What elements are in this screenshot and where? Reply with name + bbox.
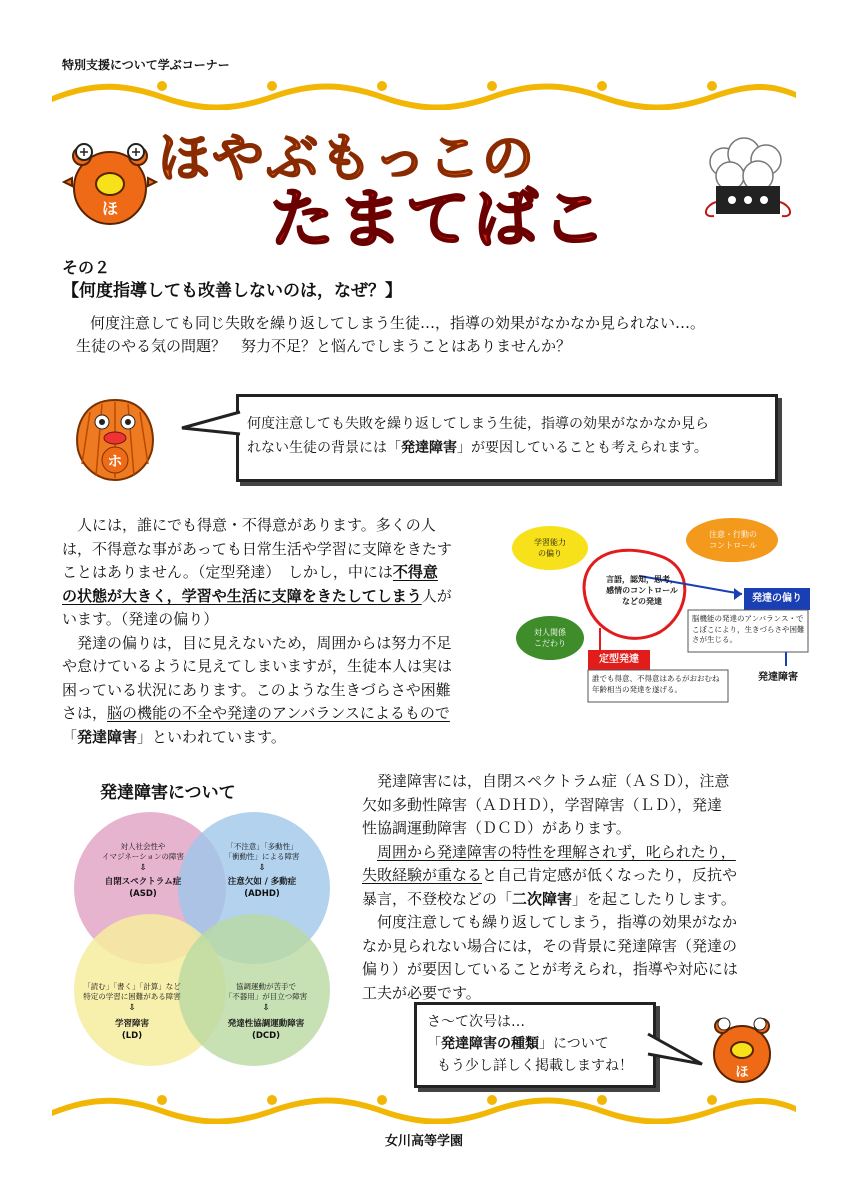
corner-label: 特別支援について学ぶコーナー (62, 58, 230, 72)
title-line-2: たまてばこ (270, 183, 610, 257)
top-ornament-border (52, 76, 796, 110)
hoya-mascot-illustration (62, 134, 158, 234)
venn-title: 発達障害について (100, 783, 236, 803)
body-1-line-7: や怠けているように見えてしまいますが，生徒本人は実は (62, 657, 453, 675)
body-1-line-3a: ことはありません。（定型発達） しかし，中には (62, 563, 393, 581)
bubble-2-line-1: さ～て次号は… (427, 1014, 525, 1030)
speech-bubble-1-tail (180, 408, 242, 438)
body-1-line-10 (62, 726, 502, 750)
intro-line-2: 生徒のやる気の問題？ 努力不足？と悩んでしまうことはありませんか？ (76, 337, 572, 355)
venn-adhd-name: 注意欠如 / 多動症 (ADHD) (227, 877, 297, 899)
venn-ld-name: 学習障害 (LD) (114, 1019, 149, 1041)
body-2-line-2: 欠如多動性障害（ＡＤＨＤ），学習障害（ＬＤ），発達 (362, 795, 723, 814)
body-1-line-1: 人には，誰にでも得意・不得意があります。多くの人 (77, 516, 436, 534)
diagram-learning-label: 学習能力 の偏り (534, 538, 566, 558)
diagram-bias-title: 発達の偏り (752, 593, 802, 604)
body-1-line-4a: の状態が大きく，学習や生活に支障をきたしてしまう (62, 586, 422, 605)
body-2-line-6c: 」を起こしたりします。 (572, 889, 736, 908)
speech-bubble-1 (236, 394, 778, 482)
body-2-line-3: 性協調運動障害（ＤＣＤ）があります。 (362, 819, 631, 837)
diagram-center-label: 言語，認知，思考， 感情のコントロール などの発達 (606, 575, 678, 606)
body-2-line-7: 何度注意しても繰り返してしまう，指導の効果がなか (377, 913, 738, 931)
body-1-line-10c: 」といわれています。 (137, 727, 286, 746)
venn-dcd-arrow: ⇩ (262, 1003, 270, 1013)
venn-asd-arrow: ⇩ (139, 863, 147, 873)
hotate-mascot-illustration (72, 394, 158, 486)
body-2-line-5b: と自己肯定感が低くなったり，反抗や (482, 866, 738, 884)
venn-ld-desc: 「読む」「書く」「計算」など 特定の学習に困難がある障害 (83, 982, 181, 1001)
diagram-typical-title: 定型発達 (599, 654, 639, 665)
venn-adhd-desc: 「不注意」「多動性」 「衝動性」による障害 (224, 842, 300, 861)
body-1-line-6: 発達の偏りは，目に見えないため，周囲からは努力不足 (77, 633, 452, 652)
body-2-line-6 (362, 888, 792, 912)
diagram-bias-desc: 脳機能の発達のアンバランス・でこぼこにより，生きづらさや困難さが生じる。 (692, 614, 805, 644)
body-paragraph-1 (62, 514, 502, 749)
hoya-bottom-mascot-char: ほ (735, 1065, 749, 1080)
body-1-line-10b: 発達障害 (77, 727, 138, 746)
bubble-1-text-a: れない生徒の背景には「 (247, 440, 401, 456)
bubble-2-line-2 (427, 1033, 633, 1055)
development-diagram (510, 518, 810, 714)
diagram-social-label: 対人関係 こだわり (534, 628, 566, 648)
section-heading: 【何度指導しても改善しないのは，なぜ？】 (62, 281, 402, 301)
tamatebako-mascot-illustration (700, 136, 796, 232)
speech-bubble-2 (414, 1002, 656, 1088)
venn-adhd-arrow: ⇩ (258, 863, 266, 873)
diagram-typical-desc: 誰でも得意、不得意はあるがおおむね年齢相当の発達を遂げる。 (592, 674, 720, 694)
body-1-line-2: は，不得意な事があっても日常生活や学習に支障をきたす (62, 539, 452, 558)
body-paragraph-2 (362, 770, 792, 1005)
body-1-line-4b: 人が (421, 586, 452, 605)
hotate-mascot-char: ホ (107, 452, 123, 470)
body-1-line-9b: 脳の機能の不全や発達のアンバランスによるもので (107, 704, 450, 722)
body-1-line-9 (62, 702, 502, 726)
body-2-line-9: 偏り）が要因していることが考えられ，指導や対応には (362, 960, 738, 978)
bottom-ornament-border (52, 1090, 796, 1124)
bubble-1-line-2 (247, 437, 708, 461)
body-2-line-10: 工夫が必要です。 (362, 983, 481, 1002)
bubble-2-emphasis: 発達障害の種類 (441, 1036, 539, 1052)
body-1-line-3 (62, 561, 502, 585)
bubble-2-line-3: もう少し詳しく掲載しますね！ (437, 1058, 633, 1074)
section-number: その２ (62, 258, 111, 277)
bubble-2-text (427, 1011, 633, 1077)
hoya-mascot-bottom-illustration (700, 1008, 780, 1088)
bubble-1-emphasis: 発達障害 (401, 440, 457, 456)
bubble-1-line-1: 何度注意しても失敗を繰り返してしまう生徒，指導の効果がなかなか見ら (247, 416, 709, 432)
bubble-1-text-c: 」が要因していることも考えられます。 (457, 440, 708, 456)
title-line-1: ほやぶもっこの (158, 129, 537, 189)
body-2-line-5a: 失敗経験が重なる (362, 866, 483, 884)
speech-bubble-2-tail (646, 1030, 704, 1070)
body-2-line-6b: 二次障害 (512, 889, 573, 908)
venn-asd-name: 自閉スペクトラム症 (ASD) (104, 877, 182, 899)
body-1-line-10a: 「 (62, 727, 78, 746)
body-2-line-4: 周囲から発達障害の特性を理解されず，叱られたり， (377, 842, 736, 861)
diagram-result-label: 発達障害 (758, 672, 798, 683)
footer-school-name: 女川高等学園 (384, 1134, 463, 1149)
venn-ld-arrow: ⇩ (128, 1003, 136, 1013)
body-1-line-4 (62, 585, 502, 609)
body-1-line-3b: 不得意 (392, 563, 438, 581)
body-2-line-6a: 暴言，不登校などの「 (362, 889, 513, 908)
venn-dcd-name: 発達性協調運動障害 (DCD) (227, 1019, 305, 1041)
body-1-line-5: います。（発達の偏り） (62, 610, 219, 628)
body-2-line-5 (362, 864, 792, 888)
bubble-2-line-2c: 」について (539, 1036, 609, 1052)
venn-diagram (58, 812, 342, 1072)
body-2-line-1: 発達障害には，自閉スペクトラム症（ＡＳＤ），注意 (377, 772, 730, 790)
body-1-line-9a: さは， (62, 704, 108, 722)
body-1-line-8: 困っている状況にあります。このような生きづらさや困難 (62, 680, 451, 699)
intro-line-1: 何度注意しても同じ失敗を繰り返してしまう生徒…，指導の効果がなかなか見られない…。 (90, 314, 706, 332)
venn-asd-desc: 対人社会性や イマジネーションの障害 (102, 842, 184, 861)
bubble-2-line-2a: 「 (427, 1036, 441, 1052)
body-2-line-8: なか見られない場合には，その背景に発達障害（発達の (362, 936, 738, 955)
hoya-mascot-char: ほ (101, 199, 119, 218)
venn-dcd-desc: 協調運動が苦手で 「不器用」が目立つ障害 (224, 982, 308, 1001)
diagram-attention-label: 注意・行動の コントロール (709, 530, 757, 550)
